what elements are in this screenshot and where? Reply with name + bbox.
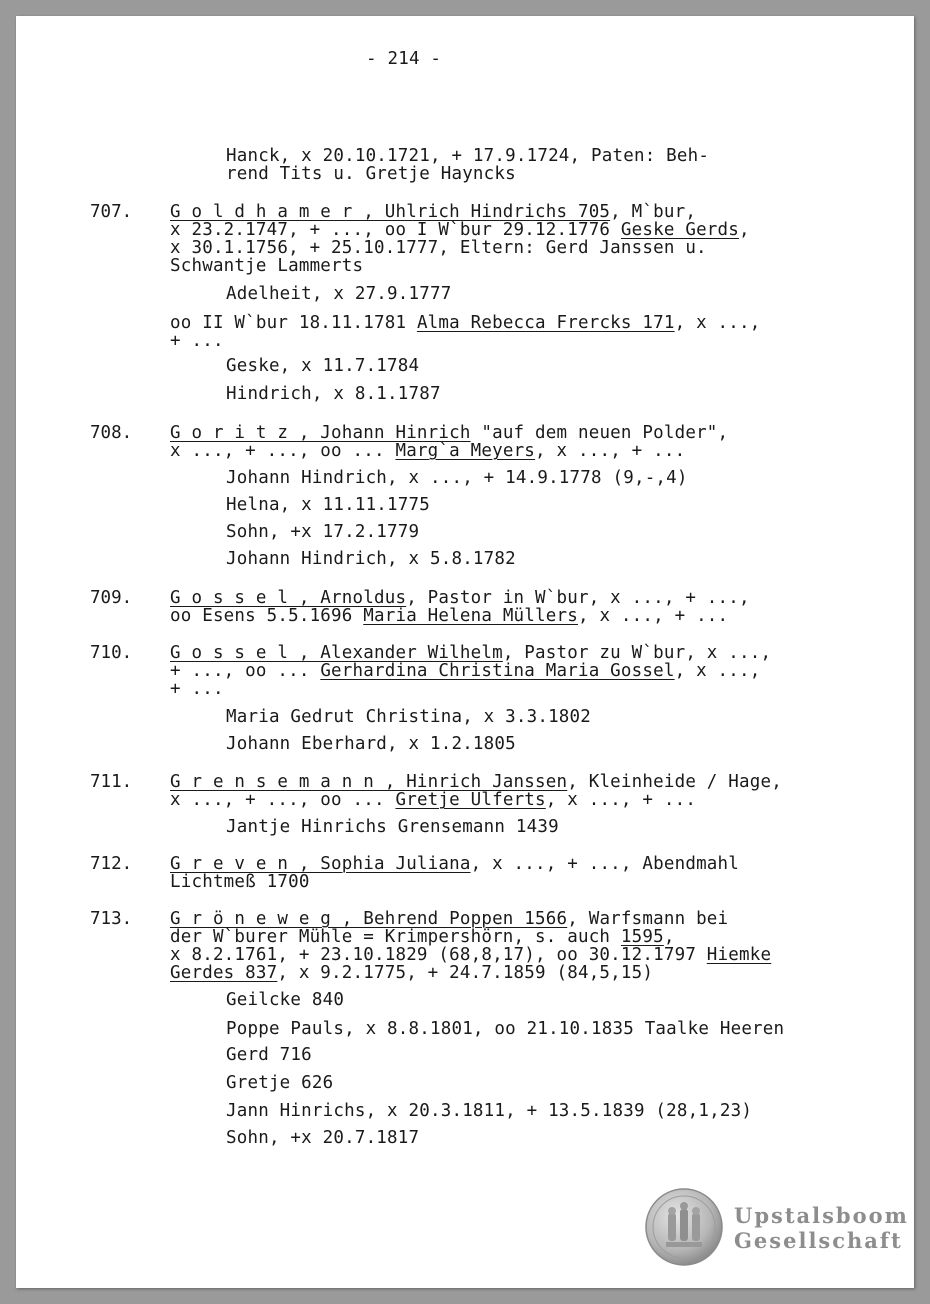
society-seal-icon: [644, 1187, 724, 1271]
child-entry: Johann Hindrich, x 5.8.1782: [226, 549, 516, 569]
entry-707-line: oo II W`bur 18.11.1781 Alma Rebecca Frercks 171, x ...,: [170, 313, 761, 333]
entry-711-name: G r e n s e m a n n , Hinrich Janssen: [170, 772, 568, 792]
entry-708-name: G o r i t z , Johann Hinrich: [170, 423, 471, 443]
spouse-name: Hiemke: [706, 945, 772, 965]
entry-707-line: G o l d h a m e r , Uhlrich Hindrichs 705, M`bur,: [170, 202, 697, 222]
child-entry: Helna, x 11.11.1775: [226, 495, 430, 515]
child-entry: Jantje Hinrichs Grensemann 1439: [226, 817, 559, 837]
entry-710-name: G o s s e l , Alexander Wilhelm: [170, 643, 503, 663]
spouse-name: Maria Helena Müllers: [363, 606, 578, 626]
child-entry: Johann Eberhard, x 1.2.1805: [226, 734, 516, 754]
child-entry: Maria Gedrut Christina, x 3.3.1802: [226, 707, 592, 727]
entry-711-line: x ..., + ..., oo ... Gretje Ulferts, x ..., + ...: [170, 790, 697, 810]
entry-712-line: G r e v e n , Sophia Juliana, x ..., + ..., Abendmahl: [170, 854, 740, 874]
child-entry: Adelheit, x 27.9.1777: [226, 284, 452, 304]
logo-text: Upstalsboom: [734, 1203, 909, 1228]
spouse-name: Gretje Ulferts: [395, 790, 546, 810]
entry-710-line: + ..., oo ... Gerhardina Christina Maria Gossel, x ...,: [170, 661, 761, 681]
entry-712-name: G r e v e n , Sophia Juliana: [170, 854, 471, 874]
child-entry: Gerd 716: [226, 1045, 312, 1065]
entry-710-line: G o s s e l , Alexander Wilhelm, Pastor zu W`bur, x ...,: [170, 643, 772, 663]
child-entry: Geske, x 11.7.1784: [226, 356, 420, 376]
logo-text: Gesellschaft: [734, 1228, 903, 1253]
entry-number: 707.: [90, 202, 133, 222]
spouse-name: Alma Rebecca Frercks 171: [416, 313, 675, 333]
entry-709-line: G o s s e l , Arnoldus, Pastor in W`bur, x ..., + ...,: [170, 588, 750, 608]
child-entry: Sohn, +x 20.7.1817: [226, 1128, 420, 1148]
entry-709-line: oo Esens 5.5.1696 Maria Helena Müllers, x ..., + ...: [170, 606, 729, 626]
entry-710-line: + ...: [170, 679, 224, 699]
cross-reference: 1595: [620, 927, 664, 947]
entry-number: 710.: [90, 643, 133, 663]
entry-707-line: + ...: [170, 331, 224, 351]
child-entry: Hindrich, x 8.1.1787: [226, 384, 441, 404]
intro-line: rend Tits u. Gretje Hayncks: [226, 164, 516, 184]
spouse-name: Geske Gerds: [620, 220, 740, 240]
child-entry: Gretje 626: [226, 1073, 334, 1093]
entry-708-line: G o r i t z , Johann Hinrich "auf dem neuen Polder",: [170, 423, 729, 443]
entry-711-line: G r e n s e m a n n , Hinrich Janssen, Kleinheide / Hage,: [170, 772, 782, 792]
entry-number: 711.: [90, 772, 133, 792]
entry-713-line: x 8.2.1761, + 23.10.1829 (68,8,17), oo 30.12.1797 Hiemke: [170, 945, 772, 965]
entry-708-line: x ..., + ..., oo ... Marg`a Meyers, x ..., + ...: [170, 441, 686, 461]
entry-713-line: G r ö n e w e g , Behrend Poppen 1566, Warfsmann bei: [170, 909, 729, 929]
entry-713-name: G r ö n e w e g , Behrend Poppen 1566: [170, 909, 568, 929]
entry-number: 709.: [90, 588, 133, 608]
child-entry: Johann Hindrich, x ..., + 14.9.1778 (9,-,4): [226, 468, 688, 488]
entry-707-name: G o l d h a m e r , Uhlrich Hindrichs 705: [170, 202, 611, 222]
child-entry: Sohn, +x 17.2.1779: [226, 522, 420, 542]
spouse-name: Marg`a Meyers: [395, 441, 536, 461]
entry-number: 708.: [90, 423, 133, 443]
entry-number: 713.: [90, 909, 133, 929]
spouse-name: Gerdes 837: [170, 963, 278, 983]
entry-709-name: G o s s e l , Arnoldus: [170, 588, 407, 608]
page-number: - 214 -: [366, 49, 442, 69]
child-entry: Jann Hinrichs, x 20.3.1811, + 13.5.1839 (28,1,23): [226, 1101, 753, 1121]
entry-707-line: x 23.2.1747, + ..., oo I W`bur 29.12.1776 Geske Gerds,: [170, 220, 750, 240]
spouse-name: Gerhardina Christina Maria Gossel: [320, 661, 675, 681]
entry-712-line: Lichtmeß 1700: [170, 872, 310, 892]
entry-713-line: der W`burer Mühle = Krimpershörn, s. auch 1595,: [170, 927, 675, 947]
child-entry: Geilcke 840: [226, 990, 345, 1010]
entry-number: 712.: [90, 854, 133, 874]
entry-707-line: Schwantje Lammerts: [170, 256, 364, 276]
intro-line: Hanck, x 20.10.1721, + 17.9.1724, Paten: Beh-: [226, 146, 710, 166]
entry-713-line: Gerdes 837, x 9.2.1775, + 24.7.1859 (84,5,15): [170, 963, 654, 983]
child-entry: Poppe Pauls, x 8.8.1801, oo 21.10.1835 Taalke Heeren: [226, 1019, 785, 1039]
entry-707-line: x 30.1.1756, + 25.10.1777, Eltern: Gerd Janssen u.: [170, 238, 707, 258]
